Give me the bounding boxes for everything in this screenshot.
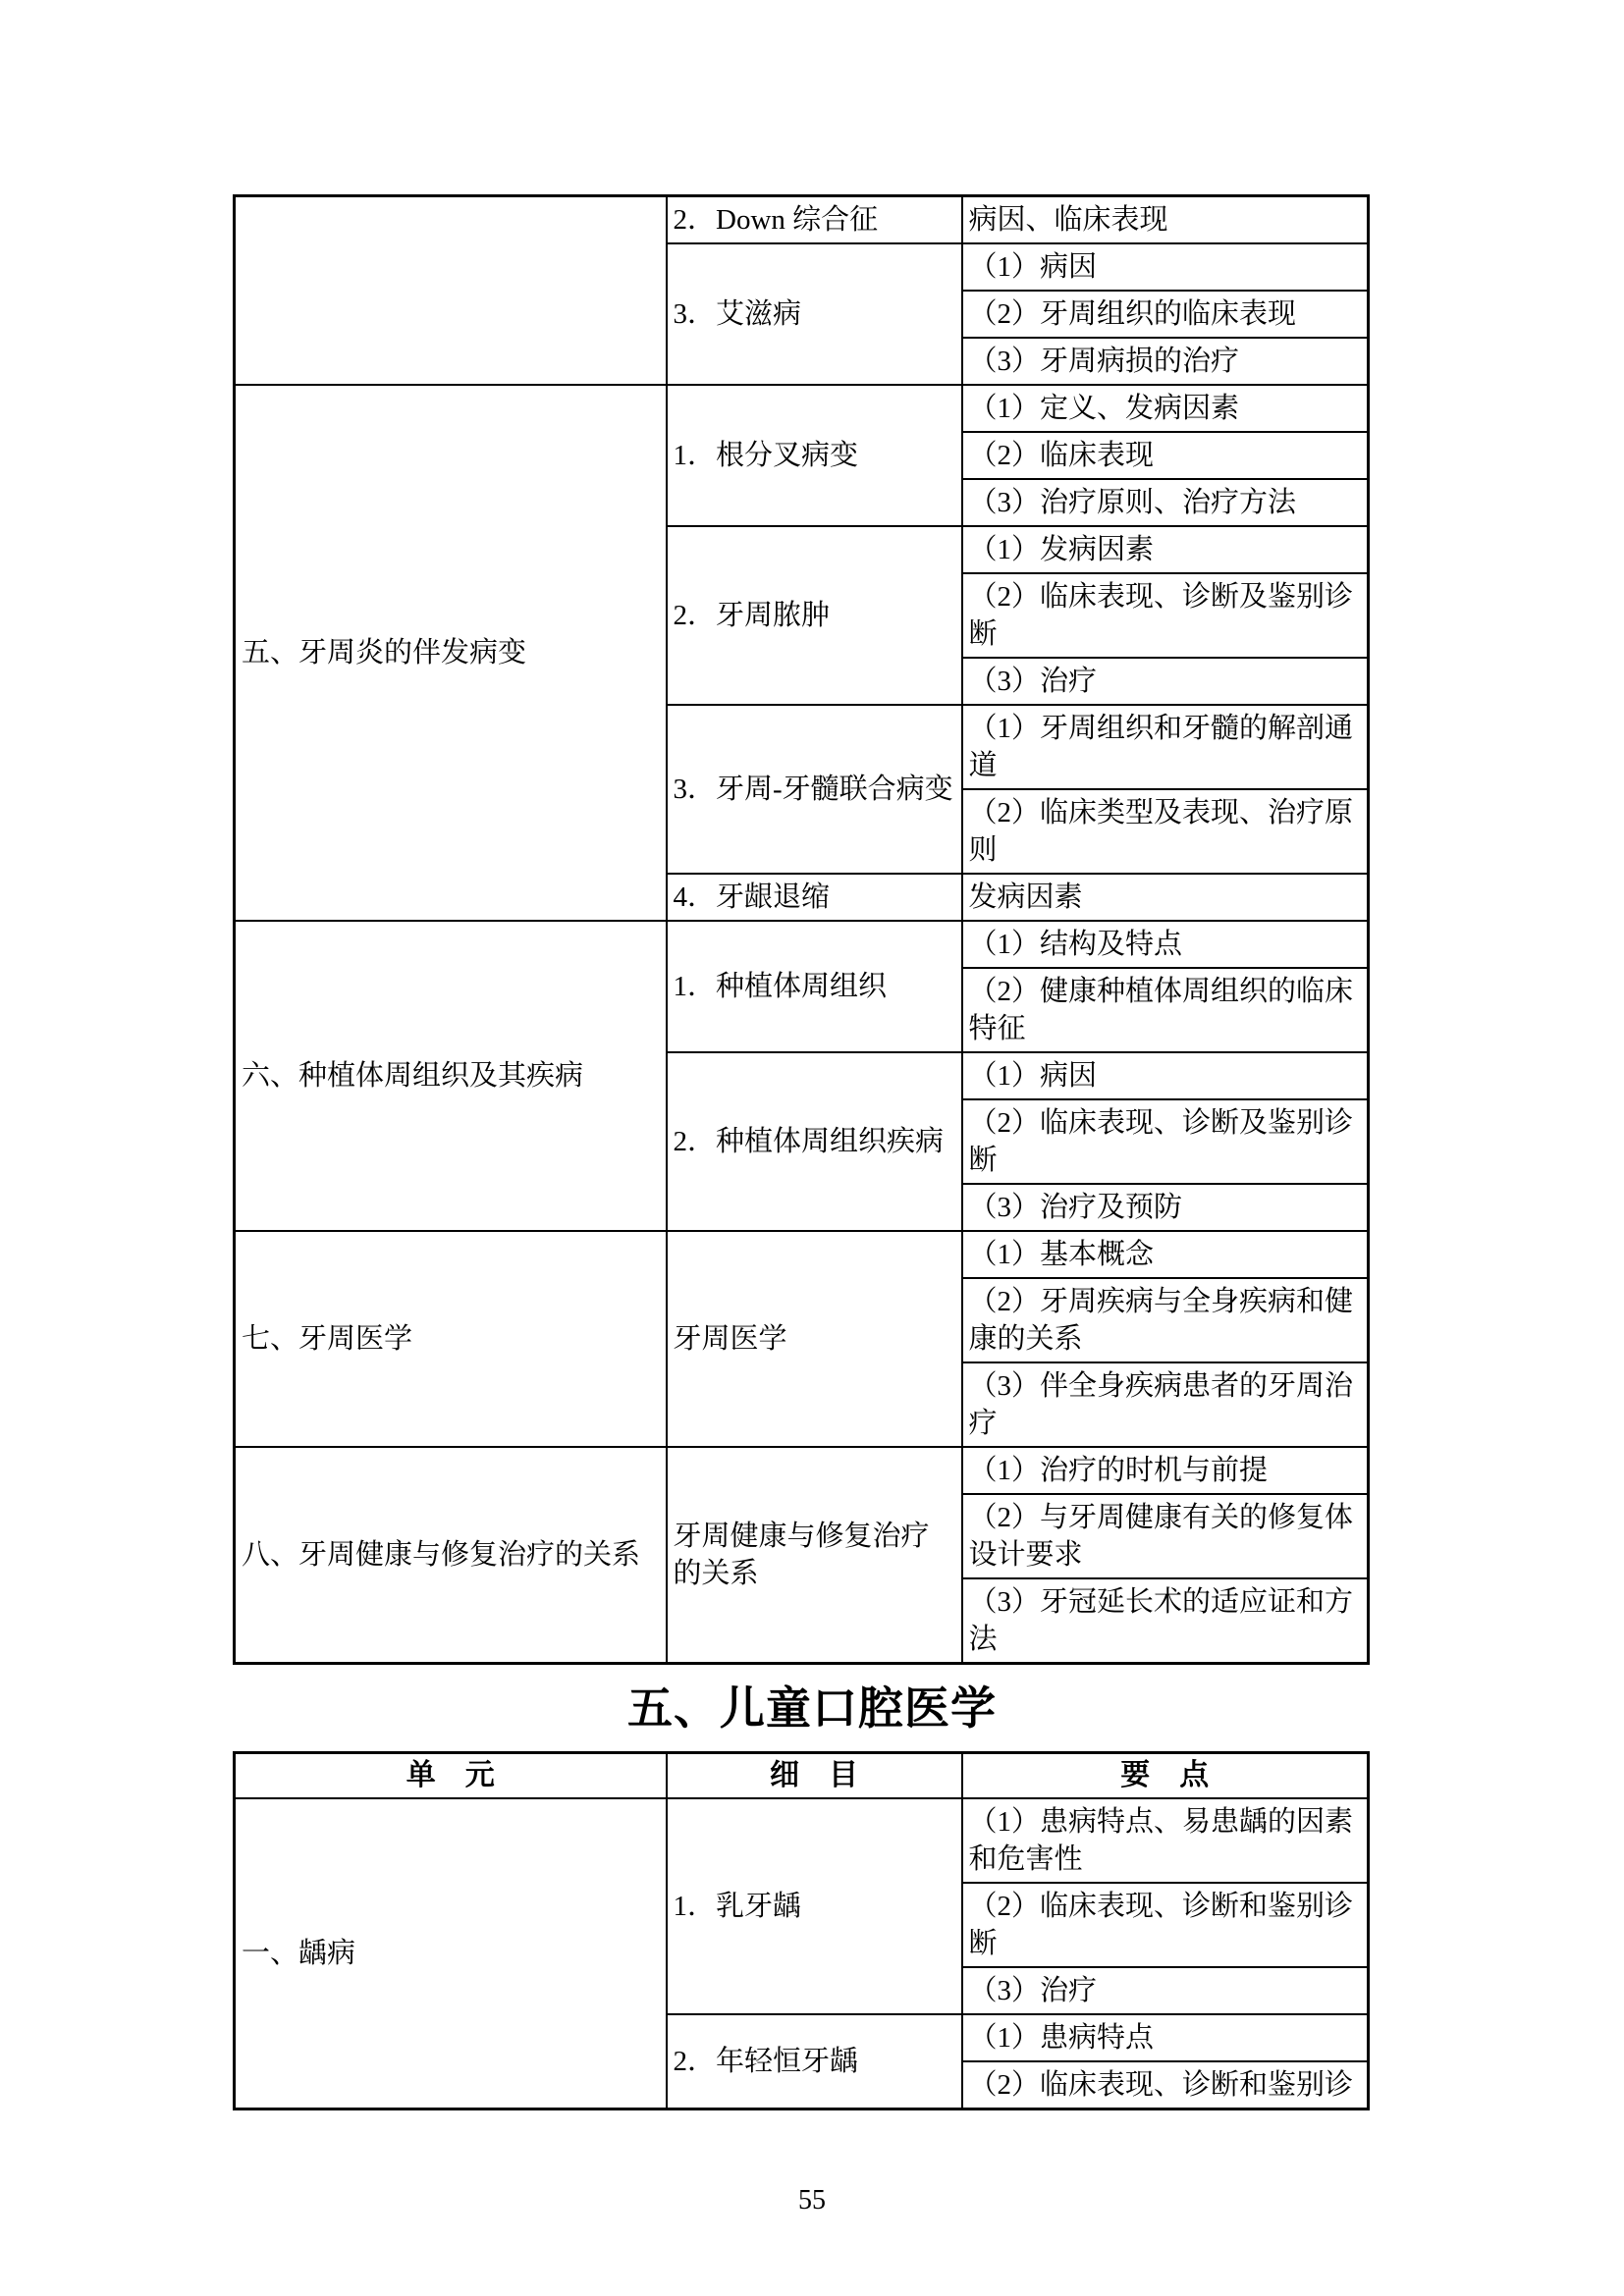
table-row <box>235 1798 1369 1883</box>
point-cell: （1）牙周组织和牙髓的解剖通道 <box>962 705 1369 789</box>
detail-cell: 3．牙周-牙髓联合病变 <box>667 705 962 874</box>
point-cell: （1）患病特点 <box>962 2014 1369 2061</box>
detail-cell: 1．种植体周组织 <box>667 921 962 1052</box>
table-row <box>235 196 1369 244</box>
table-row <box>235 385 1369 432</box>
detail-cell: 2．Down 综合征 <box>667 196 962 244</box>
point-cell: （1）病因 <box>962 1052 1369 1099</box>
header-cell: 细 目 <box>667 1753 962 1799</box>
periodontal-syllabus-table <box>233 194 1370 1665</box>
point-cell: 发病因素 <box>962 874 1369 921</box>
point-cell: （1）基本概念 <box>962 1231 1369 1278</box>
unit-cell: 一、龋病 <box>235 1798 667 2109</box>
table-row <box>235 1231 1369 1278</box>
point-cell: （3）治疗 <box>962 1967 1369 2014</box>
point-cell: （1）患病特点、易患龋的因素和危害性 <box>962 1798 1369 1883</box>
detail-cell: 3．艾滋病 <box>667 243 962 385</box>
unit-cell: 五、牙周炎的伴发病变 <box>235 385 667 921</box>
unit-cell: 六、种植体周组织及其疾病 <box>235 921 667 1231</box>
point-cell: （3）牙周病损的治疗 <box>962 338 1369 385</box>
point-cell: （2）临床表现、诊断和鉴别诊断 <box>962 1883 1369 1967</box>
pediatric-dentistry-table <box>233 1751 1370 2110</box>
point-cell: （3）治疗原则、治疗方法 <box>962 479 1369 526</box>
unit-cell: 八、牙周健康与修复治疗的关系 <box>235 1447 667 1664</box>
detail-cell: 2．牙周脓肿 <box>667 526 962 705</box>
point-cell: （3）治疗及预防 <box>962 1184 1369 1231</box>
page-number: 55 <box>798 2185 826 2216</box>
point-cell: （3）治疗 <box>962 658 1369 705</box>
header-row <box>235 1753 1369 1799</box>
unit-cell: 七、牙周医学 <box>235 1231 667 1447</box>
point-cell: （1）治疗的时机与前提 <box>962 1447 1369 1494</box>
detail-cell: 牙周医学 <box>667 1231 962 1447</box>
detail-cell: 牙周健康与修复治疗的关系 <box>667 1447 962 1664</box>
detail-cell: 2．种植体周组织疾病 <box>667 1052 962 1231</box>
point-cell: （2）临床类型及表现、治疗原则 <box>962 789 1369 874</box>
unit-cell <box>235 196 667 386</box>
detail-cell: 1．乳牙龋 <box>667 1798 962 2014</box>
section-heading: 五、儿童口腔医学 <box>627 1683 997 1734</box>
table-row <box>235 1447 1369 1494</box>
point-cell: （3）伴全身疾病患者的牙周治疗 <box>962 1362 1369 1447</box>
point-cell: （1）病因 <box>962 243 1369 291</box>
table-row <box>235 921 1369 968</box>
detail-cell: 2．年轻恒牙龋 <box>667 2014 962 2109</box>
point-cell: （2）临床表现 <box>962 432 1369 479</box>
detail-cell: 1．根分叉病变 <box>667 385 962 526</box>
point-cell: （2）临床表现、诊断及鉴别诊断 <box>962 573 1369 658</box>
detail-cell: 4．牙龈退缩 <box>667 874 962 921</box>
point-cell: （1）定义、发病因素 <box>962 385 1369 432</box>
point-cell: （2）临床表现、诊断及鉴别诊断 <box>962 1099 1369 1184</box>
header-cell: 要 点 <box>962 1753 1369 1799</box>
point-cell: （1）结构及特点 <box>962 921 1369 968</box>
point-cell: （3）牙冠延长术的适应证和方法 <box>962 1578 1369 1664</box>
point-cell: （2）健康种植体周组织的临床特征 <box>962 968 1369 1052</box>
point-cell: （1）发病因素 <box>962 526 1369 573</box>
point-cell: 病因、临床表现 <box>962 196 1369 244</box>
point-cell: （2）与牙周健康有关的修复体设计要求 <box>962 1494 1369 1578</box>
point-cell: （2）临床表现、诊断和鉴别诊 <box>962 2061 1369 2109</box>
point-cell: （2）牙周疾病与全身疾病和健康的关系 <box>962 1278 1369 1362</box>
header-cell: 单 元 <box>235 1753 667 1799</box>
point-cell: （2）牙周组织的临床表现 <box>962 291 1369 338</box>
